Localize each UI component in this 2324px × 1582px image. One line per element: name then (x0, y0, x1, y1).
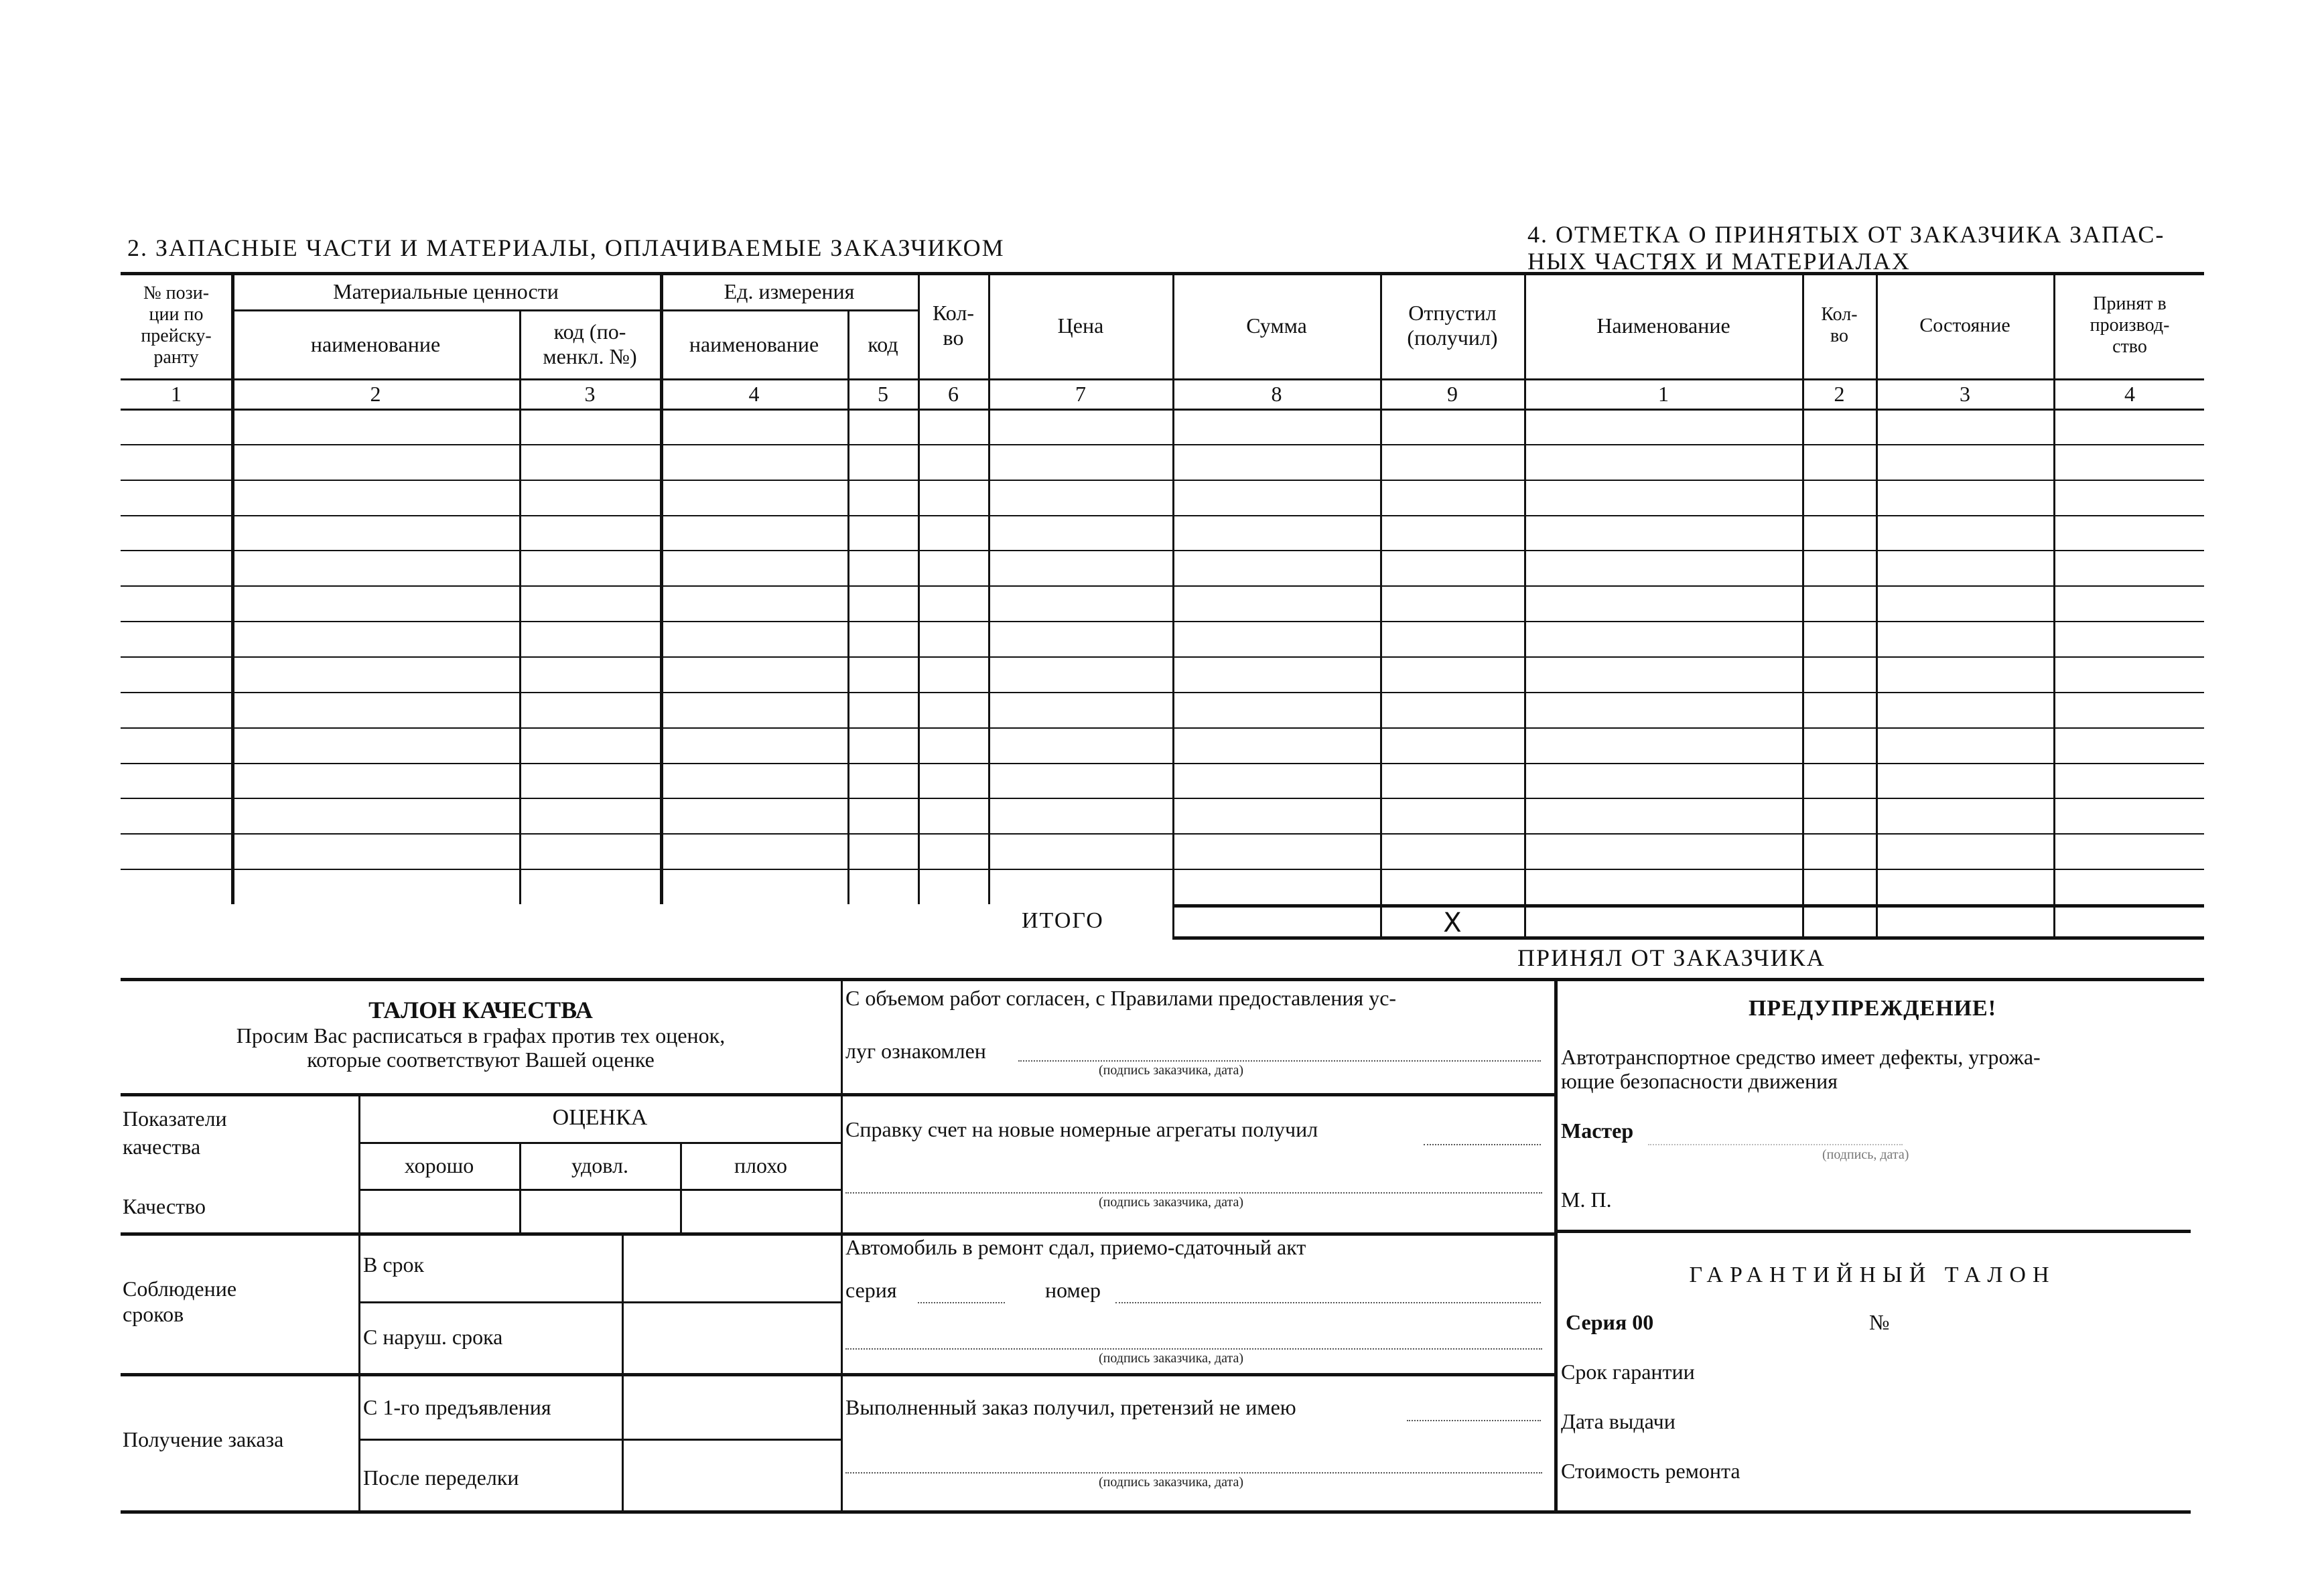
table-cell[interactable] (1527, 765, 1799, 796)
table-cell[interactable] (123, 482, 228, 513)
table-cell[interactable] (2056, 658, 2201, 690)
col-header-material-name: наименование (310, 332, 441, 356)
table-cell[interactable] (123, 552, 228, 583)
table-cell[interactable] (1383, 623, 1521, 654)
table-cell[interactable] (123, 623, 228, 654)
table-cell[interactable] (1175, 552, 1377, 583)
table-cell[interactable] (663, 835, 845, 867)
table-cell[interactable] (1383, 587, 1521, 619)
table-cell[interactable] (1878, 446, 2051, 478)
table-cell[interactable] (850, 871, 915, 902)
table-cell[interactable] (663, 729, 845, 761)
col-header-unit-group: Ед. измерения (724, 279, 855, 303)
table-cell[interactable] (234, 871, 517, 902)
table-cell[interactable] (123, 517, 228, 549)
table-cell[interactable] (522, 765, 657, 796)
table-cell[interactable] (850, 623, 915, 654)
table-cell[interactable] (1805, 587, 1873, 619)
table-cell[interactable] (991, 587, 1170, 619)
table-cell[interactable] (850, 658, 915, 690)
table-cell[interactable] (1175, 729, 1377, 761)
section4-title-line2: НЫХ ЧАСТЯХ И МАТЕРИАЛАХ (1527, 248, 1911, 275)
table-cell[interactable] (1527, 446, 1799, 478)
table-cell[interactable] (850, 517, 915, 549)
table-cell[interactable] (1175, 658, 1377, 690)
table-cell[interactable] (1383, 800, 1521, 831)
table-cell[interactable] (991, 552, 1170, 583)
table-cell[interactable] (991, 482, 1170, 513)
table-cell[interactable] (522, 411, 657, 442)
table-cell[interactable] (850, 552, 915, 583)
table-row-rule (121, 621, 2204, 622)
table-cell[interactable] (991, 623, 1170, 654)
table-cell[interactable] (1805, 623, 1873, 654)
table-cell[interactable] (522, 871, 657, 902)
table-cell[interactable] (991, 517, 1170, 549)
total-issued-cross-icon: X (1443, 908, 1462, 938)
certificate-field-line[interactable] (1424, 1144, 1541, 1145)
received-text: Выполненный заказ получил, претензий не имею (845, 1395, 1296, 1419)
quality-coupon-title: ТАЛОН КАЧЕСТВА (368, 997, 593, 1023)
table-cell[interactable] (1527, 729, 1799, 761)
stamp-label: М. П. (1561, 1188, 1612, 1212)
column-number: 4 (2124, 381, 2135, 406)
table-cell[interactable] (920, 765, 985, 796)
table-cell[interactable] (1878, 482, 2051, 513)
table-cell[interactable] (522, 835, 657, 867)
agreement-text-1: С объемом работ согласен, с Правилами предоставления ус- (845, 986, 1397, 1010)
table-cell[interactable] (1175, 482, 1377, 513)
table-cell[interactable] (663, 800, 845, 831)
table-cell[interactable] (1383, 658, 1521, 690)
table-cell[interactable] (850, 587, 915, 619)
customer-block-rule (841, 1093, 1554, 1096)
table-cell[interactable] (1527, 587, 1799, 619)
warranty-series-label: Серия 00 (1566, 1310, 1654, 1334)
table-cell[interactable] (920, 729, 985, 761)
table-cell[interactable] (1527, 871, 1799, 902)
table-cell[interactable] (920, 800, 985, 831)
table-cell[interactable] (234, 482, 517, 513)
table-cell[interactable] (1878, 835, 2051, 867)
lower-top-rule (121, 978, 2204, 981)
table-cell[interactable] (1383, 835, 1521, 867)
handover-number-label: номер (1045, 1278, 1101, 1302)
table-row-rule (121, 444, 2204, 445)
table-cell[interactable] (234, 411, 517, 442)
table-cell[interactable] (2056, 482, 2201, 513)
table-cell[interactable] (1175, 800, 1377, 831)
table-cell[interactable] (234, 800, 517, 831)
order-receipt-row-label: Получение заказа (123, 1427, 284, 1451)
table-row-rule (121, 585, 2204, 587)
table-cell[interactable] (663, 482, 845, 513)
warranty-issue-date-label: Дата выдачи (1561, 1409, 1676, 1433)
table-cell[interactable] (850, 411, 915, 442)
table-cell[interactable] (920, 517, 985, 549)
master-signature-hint: (подпись, дата) (1822, 1147, 1909, 1162)
column-number: 6 (948, 381, 959, 406)
handover-signature-line[interactable] (845, 1348, 1542, 1350)
handover-number-field[interactable] (1115, 1302, 1541, 1303)
table-cell[interactable] (234, 552, 517, 583)
table-cell[interactable] (663, 694, 845, 725)
table-cell[interactable] (123, 694, 228, 725)
rating-good: хорошо (404, 1153, 474, 1178)
col-header-issued: Отпустил (получил) (1407, 301, 1498, 350)
table-cell[interactable] (1805, 517, 1873, 549)
table-cell[interactable] (1878, 765, 2051, 796)
table-cell[interactable] (1805, 658, 1873, 690)
table-row-rule (121, 833, 2204, 835)
table-row-rule (121, 550, 2204, 551)
table-cell[interactable] (2056, 835, 2201, 867)
table-cell[interactable] (1383, 729, 1521, 761)
table-cell[interactable] (850, 694, 915, 725)
certificate-signature-hint: (подпись заказчика, дата) (1099, 1195, 1244, 1210)
table-cell[interactable] (850, 482, 915, 513)
deadline-late-signature-cell[interactable] (624, 1303, 839, 1372)
section4-title-line1: 4. ОТМЕТКА О ПРИНЯТЫХ ОТ ЗАКАЗЧИКА ЗАПАС- (1527, 221, 2165, 248)
table-cell[interactable] (123, 800, 228, 831)
table-cell[interactable] (123, 587, 228, 619)
received-signature-line[interactable] (845, 1472, 1542, 1473)
table-cell[interactable] (920, 446, 985, 478)
table-row-rule (121, 480, 2204, 481)
table-cell[interactable] (1175, 446, 1377, 478)
table-cell[interactable] (1805, 694, 1873, 725)
warning-text-1: Автотранспортное средство имеет дефекты, угрожа- (1561, 1045, 2041, 1069)
table-cell[interactable] (1878, 871, 2051, 902)
table-cell[interactable] (2056, 587, 2201, 619)
customer-block-rule (841, 1373, 1554, 1376)
table-cell[interactable] (1878, 694, 2051, 725)
table-cell[interactable] (234, 517, 517, 549)
table-cell[interactable] (2056, 517, 2201, 549)
quality-row-label: Качество (123, 1194, 206, 1218)
column-number: 3 (1960, 381, 1970, 406)
agreement-signature-line[interactable] (1018, 1060, 1541, 1062)
col-header-position-no: № пози- ции по прейску- ранту (141, 282, 212, 368)
received-field-line[interactable] (1407, 1420, 1541, 1421)
table-cell[interactable] (1805, 835, 1873, 867)
handover-text: Автомобиль в ремонт сдал, приемо-сдаточный акт (845, 1235, 1306, 1259)
table-cell[interactable] (2056, 552, 2201, 583)
master-signature-line[interactable] (1648, 1144, 1903, 1145)
table-cell[interactable] (1878, 587, 2051, 619)
handover-series-label: серия (845, 1278, 897, 1302)
table-cell[interactable] (522, 623, 657, 654)
table-cell[interactable] (123, 658, 228, 690)
col-header-quantity: Кол- во (933, 301, 974, 350)
column-number: 1 (171, 381, 182, 406)
table-cell[interactable] (2056, 623, 2201, 654)
table-cell[interactable] (1878, 623, 2051, 654)
table-cell[interactable] (991, 729, 1170, 761)
table-cell[interactable] (2056, 765, 2201, 796)
warranty-period-label: Срок гарантии (1561, 1360, 1695, 1384)
col-header-price: Цена (1057, 313, 1104, 338)
table-cell[interactable] (234, 623, 517, 654)
indicators-label: Показатели качества (123, 1106, 227, 1159)
table-cell[interactable] (123, 765, 228, 796)
receipt-first-label: С 1-го предъявления (363, 1395, 551, 1419)
receipt-after-rework-label: После переделки (363, 1465, 519, 1490)
column-number: 5 (878, 381, 888, 406)
table-cell[interactable] (1805, 765, 1873, 796)
table-row-rule (121, 763, 2204, 764)
table-row-rule (121, 798, 2204, 799)
table-cell[interactable] (234, 587, 517, 619)
lower-divider (1554, 978, 1558, 1512)
master-label: Мастер (1561, 1119, 1634, 1143)
table-cell[interactable] (850, 835, 915, 867)
table-cell[interactable] (1383, 765, 1521, 796)
table-cell[interactable] (663, 871, 845, 902)
warranty-title: ГАРАНТИЙНЫЙ ТАЛОН (1689, 1263, 2056, 1287)
warranty-repair-cost-label: Стоимость ремонта (1561, 1459, 1740, 1483)
table-cell[interactable] (1805, 552, 1873, 583)
table-cell[interactable] (1175, 835, 1377, 867)
table-cell[interactable] (1878, 517, 2051, 549)
column-number: 2 (1834, 381, 1845, 406)
table-cell[interactable] (1175, 694, 1377, 725)
warning-block-rule (1554, 1230, 2191, 1233)
table-cell[interactable] (1805, 446, 1873, 478)
table-cell[interactable] (1175, 765, 1377, 796)
column-number: 8 (1271, 381, 1282, 406)
table-cell[interactable] (123, 411, 228, 442)
table-cell[interactable] (1383, 871, 1521, 902)
quality-bad-signature-cell[interactable] (682, 1191, 839, 1231)
table-cell[interactable] (663, 658, 845, 690)
col-header-s4-condition: Состояние (1919, 313, 2010, 336)
table-cell[interactable] (1878, 658, 2051, 690)
col-header-material-code: код (по- менкл. №) (543, 319, 637, 368)
warranty-number-label: № (1869, 1310, 1890, 1334)
quality-coupon-subtitle-2: которые соответствуют Вашей оценке (307, 1048, 655, 1072)
certificate-text: Справку счет на новые номерные агрегаты получил (845, 1117, 1318, 1141)
agreement-signature-hint: (подпись заказчика, дата) (1099, 1063, 1244, 1078)
table-cell[interactable] (522, 800, 657, 831)
certificate-signature-line[interactable] (845, 1192, 1542, 1194)
table-cell[interactable] (1175, 623, 1377, 654)
lower-bottom-rule (121, 1510, 2191, 1514)
rating-satisfactory: удовл. (571, 1153, 628, 1178)
column-number: 4 (748, 381, 760, 406)
table-cell[interactable] (2056, 871, 2201, 902)
table-cell[interactable] (663, 517, 845, 549)
column-number: 9 (1447, 381, 1458, 406)
column-number: 7 (1075, 381, 1086, 406)
col-header-unit-code: код (868, 332, 898, 356)
table-cell[interactable] (234, 835, 517, 867)
table-cell[interactable] (663, 411, 845, 442)
lower-divider (841, 978, 843, 1512)
table-cell[interactable] (123, 835, 228, 867)
table-cell[interactable] (522, 552, 657, 583)
table-cell[interactable] (2056, 411, 2201, 442)
table-cell[interactable] (234, 658, 517, 690)
column-number: 1 (1658, 381, 1669, 406)
table-cell[interactable] (920, 658, 985, 690)
warning-title: ПРЕДУПРЕЖДЕНИЕ! (1748, 996, 1997, 1021)
table-cell[interactable] (991, 658, 1170, 690)
table-cell[interactable] (991, 694, 1170, 725)
table-cell[interactable] (920, 835, 985, 867)
table-cell[interactable] (991, 835, 1170, 867)
table-cell[interactable] (1383, 446, 1521, 478)
table-cell[interactable] (1175, 871, 1377, 902)
table-cell[interactable] (850, 729, 915, 761)
table-cell[interactable] (850, 446, 915, 478)
table-cell[interactable] (1805, 411, 1873, 442)
table-cell[interactable] (1878, 411, 2051, 442)
warning-text-2: ющие безопасности движения (1561, 1069, 1838, 1093)
table-cell[interactable] (920, 482, 985, 513)
table-cell[interactable] (1878, 800, 2051, 831)
table-cell[interactable] (991, 800, 1170, 831)
table-cell[interactable] (663, 623, 845, 654)
table-cell[interactable] (1383, 552, 1521, 583)
table-row-rule (121, 869, 2204, 870)
deadline-on-time-signature-cell[interactable] (624, 1234, 839, 1300)
table-cell[interactable] (1527, 694, 1799, 725)
col-header-material-group: Материальные ценности (333, 279, 559, 303)
table-cell[interactable] (522, 587, 657, 619)
table-cell[interactable] (522, 482, 657, 513)
table-cell[interactable] (1527, 800, 1799, 831)
col-header-unit-name: наименование (689, 332, 819, 356)
col-header-s4-name: Наименование (1596, 313, 1730, 338)
table-row-rule (121, 515, 2204, 516)
table-cell[interactable] (1878, 552, 2051, 583)
table-cell[interactable] (123, 871, 228, 902)
table-cell[interactable] (1175, 587, 1377, 619)
table-cell[interactable] (1175, 411, 1377, 442)
table-cell[interactable] (920, 587, 985, 619)
table-cell[interactable] (1383, 694, 1521, 725)
table-cell[interactable] (663, 552, 845, 583)
table-cell[interactable] (522, 517, 657, 549)
quality-satisfactory-signature-cell[interactable] (521, 1191, 679, 1231)
deadline-on-time-label: В срок (363, 1252, 425, 1277)
table-cell[interactable] (663, 765, 845, 796)
table-cell[interactable] (663, 587, 845, 619)
quality-coupon-subtitle-1: Просим Вас расписаться в графах против тех оценок, (236, 1023, 726, 1048)
column-number: 2 (370, 381, 381, 406)
table-cell[interactable] (234, 729, 517, 761)
column-number: 3 (584, 381, 596, 406)
section2-title: 2. ЗАПАСНЫЕ ЧАСТИ И МАТЕРИАЛЫ, ОПЛАЧИВАЕМЫЕ ЗАКАЗЧИКОМ (127, 234, 1005, 261)
table-cell[interactable] (522, 694, 657, 725)
table-cell[interactable] (1805, 729, 1873, 761)
receipt-first-signature-cell[interactable] (624, 1375, 839, 1437)
table-cell[interactable] (2056, 729, 2201, 761)
table-cell[interactable] (123, 446, 228, 478)
table-cell[interactable] (234, 694, 517, 725)
table-cell[interactable] (123, 729, 228, 761)
total-row-bottom-rule (1172, 936, 2204, 940)
col-header-s4-quantity: Кол- во (1821, 303, 1858, 346)
total-label: ИТОГО (1022, 908, 1104, 933)
table-cell[interactable] (1805, 482, 1873, 513)
received-signature-hint: (подпись заказчика, дата) (1099, 1475, 1244, 1490)
table-cell[interactable] (2056, 446, 2201, 478)
table-cell[interactable] (991, 411, 1170, 442)
deadlines-row-label: Соблюдение сроков (123, 1277, 237, 1327)
table-cell[interactable] (920, 411, 985, 442)
table-cell[interactable] (1805, 800, 1873, 831)
table-cell[interactable] (663, 446, 845, 478)
table-cell[interactable] (1527, 552, 1799, 583)
table-row-rule (121, 727, 2204, 729)
material-group-rule (231, 309, 660, 311)
table-cell[interactable] (1527, 835, 1799, 867)
handover-series-field[interactable] (918, 1302, 1005, 1303)
table-cell[interactable] (991, 765, 1170, 796)
table-cell[interactable] (1527, 658, 1799, 690)
table-row-rule (121, 692, 2204, 693)
deadline-late-label: С наруш. срока (363, 1325, 503, 1349)
table-cell[interactable] (234, 765, 517, 796)
table-cell[interactable] (522, 729, 657, 761)
table-cell[interactable] (920, 552, 985, 583)
col-header-s4-accepted: Принят в производ- ство (2090, 293, 2170, 358)
table-cell[interactable] (1383, 517, 1521, 549)
table-cell[interactable] (2056, 800, 2201, 831)
table-cell[interactable] (920, 694, 985, 725)
table-cell[interactable] (991, 871, 1170, 902)
table-cell[interactable] (522, 658, 657, 690)
table-cell[interactable] (1527, 411, 1799, 442)
table-cell[interactable] (1383, 482, 1521, 513)
table-cell[interactable] (1175, 517, 1377, 549)
table-cell[interactable] (850, 800, 915, 831)
rating-label: ОЦЕНКА (552, 1105, 648, 1131)
table-cell[interactable] (1805, 871, 1873, 902)
quality-good-signature-cell[interactable] (360, 1191, 518, 1231)
table-cell[interactable] (522, 446, 657, 478)
rating-bad: плохо (734, 1153, 788, 1178)
agreement-text-2: луг ознакомлен (845, 1039, 986, 1063)
table-cell[interactable] (920, 623, 985, 654)
unit-group-rule (660, 309, 918, 311)
table-cell[interactable] (1527, 623, 1799, 654)
table-cell[interactable] (920, 871, 985, 902)
table-row-rule (121, 656, 2204, 658)
col-header-sum: Сумма (1246, 313, 1307, 338)
table-cell[interactable] (1527, 482, 1799, 513)
handover-signature-hint: (подпись заказчика, дата) (1099, 1351, 1244, 1366)
table-cell[interactable] (1527, 517, 1799, 549)
table-cell[interactable] (2056, 694, 2201, 725)
received-from-customer-label: ПРИНЯЛ ОТ ЗАКАЗЧИКА (1517, 944, 1826, 971)
receipt-after-rework-signature-cell[interactable] (624, 1441, 839, 1509)
table-cell[interactable] (850, 765, 915, 796)
table-cell[interactable] (991, 446, 1170, 478)
total-sum-field[interactable] (1174, 906, 1379, 936)
table-cell[interactable] (1878, 729, 2051, 761)
table-cell[interactable] (1383, 411, 1521, 442)
table-cell[interactable] (234, 446, 517, 478)
